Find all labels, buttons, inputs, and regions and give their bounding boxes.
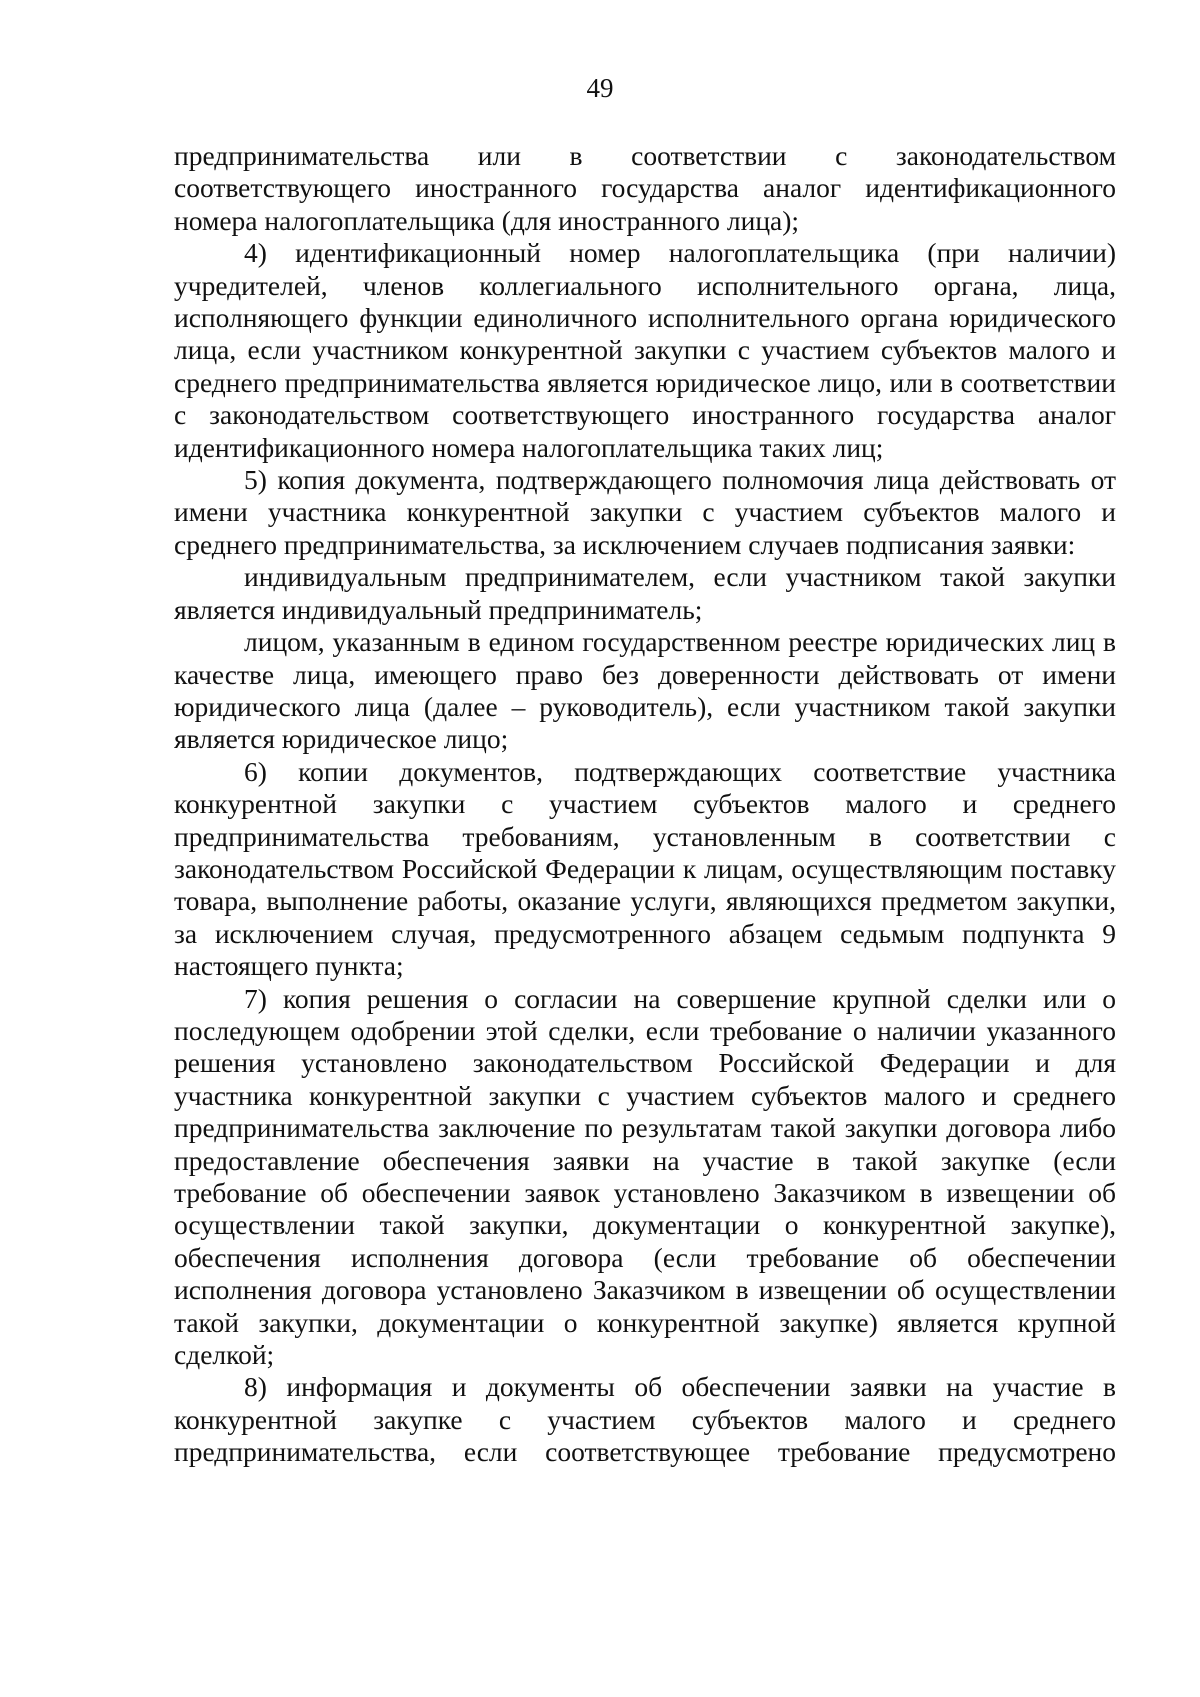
page-number: 49 xyxy=(586,73,614,103)
paragraph-item-5: 5) копия документа, подтверждающего полномочия лица действовать от имени участника конкурентной закупки с участием субъектов малого и среднего предпринимательства, за исключением случаев подписания заявки: xyxy=(174,464,1116,560)
paragraph-item-5-legal-entity: лицом, указанным в едином государственном реестре юридических лиц в качестве лица, имеющего право без доверенности действовать от имени юридического лица (далее – руководитель), если участником такой закупки является юридическое лицо; xyxy=(174,626,1116,755)
paragraph-item-8: 8) информация и документы об обеспечении заявки на участие в конкурентной закупке с участием субъектов малого и среднего предпринимательства, если соответствующее требование предусмотрено xyxy=(174,1371,1116,1468)
paragraph-item-7: 7) копия решения о согласии на совершение крупной сделки или о последующем одобрении этой сделки, если требование о наличии указанного решения установлено законодательством Российской Федерации и для участника конкурентной закупки с участием субъектов малого и среднего предпринимательства заключение по результатам такой закупки договора либо предоставление обеспечения заявки на участие в такой закупке (если требование об обеспечении заявок установлено Заказчиком в извещении об осуществлении такой закупки, документации о конкурентной закупке), обеспечения исполнения договора (если требование об обеспечении исполнения договора установлено Заказчиком в извещении об осуществлении такой закупки, документации о конкурентной закупке) является крупной сделкой; xyxy=(174,982,1116,1371)
document-body xyxy=(174,140,1116,1469)
paragraph-item-5-sole-proprietor: индивидуальным предпринимателем, если участником такой закупки является индивидуальный предприниматель; xyxy=(174,561,1116,625)
paragraph-item-4: 4) идентификационный номер налогоплательщика (при наличии) учредителей, членов коллегиального исполнительного органа, лица, исполняющего функции единоличного исполнительного органа юридического лица, если участником конкурентной закупки с участием субъектов малого и среднего предпринимательства является юридическое лицо, или в соответствии с законодательством соответствующего иностранного государства аналог идентификационного номера налогоплательщика таких лиц; xyxy=(174,237,1116,463)
paragraph-item-6: 6) копии документов, подтверждающих соответствие участника конкурентной закупки с участием субъектов малого и среднего предпринимательства требованиям, установленным в соответствии с законодательством Российской Федерации к лицам, осуществляющим поставку товара, выполнение работы, оказание услуги, являющихся предметом закупки, за исключением случая, предусмотренного абзацем седьмым подпункта 9 настоящего пункта; xyxy=(174,755,1116,982)
paragraph-continuation: предпринимательства или в соответствии с законодательством соответствующего иностранного государства аналог идентификационного номера налогоплательщика (для иностранного лица); xyxy=(174,140,1116,236)
